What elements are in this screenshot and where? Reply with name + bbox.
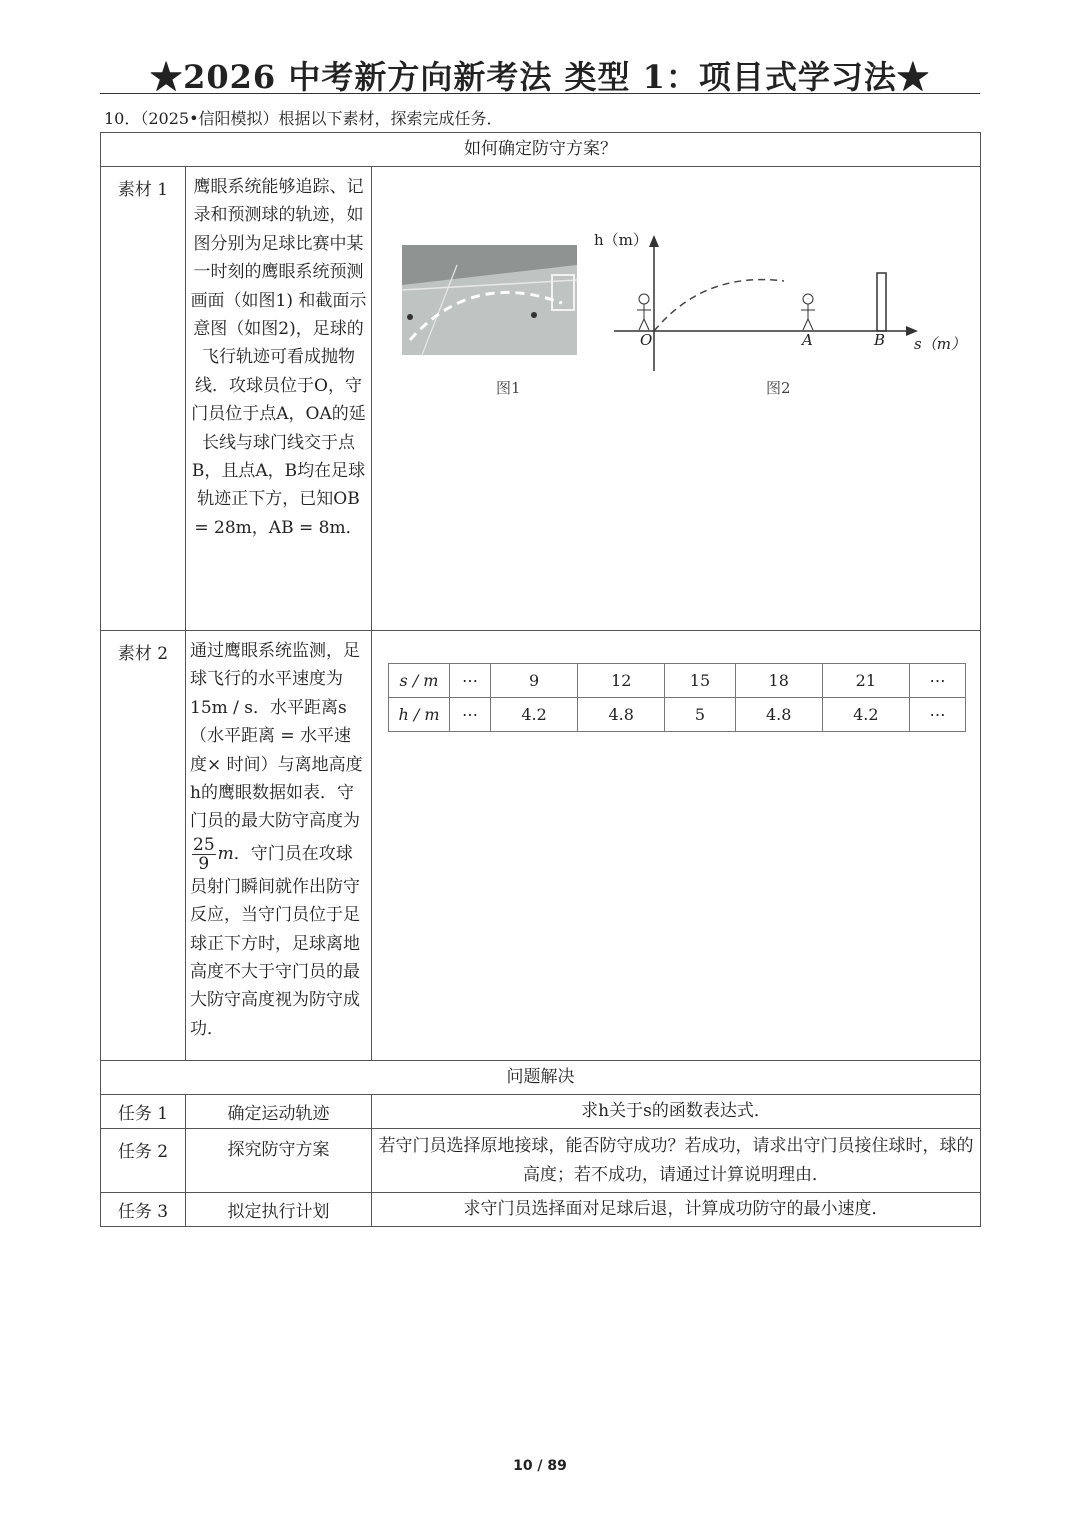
- page-number: 10 / 89: [513, 1458, 567, 1474]
- fig2-label: 图2: [766, 379, 791, 397]
- task2-name: 探究防守方案: [186, 1129, 372, 1193]
- y-axis-label: h（m）: [594, 231, 648, 249]
- title-divider: [100, 93, 980, 94]
- material1-label: 素材 1: [101, 167, 186, 631]
- task1-name: 确定运动轨迹: [186, 1095, 372, 1129]
- trajectory-diagram: [594, 231, 964, 371]
- task2-desc: 若守门员选择原地接球，能否防守成功？若成功，请求出守门员接住球时，球的高度；若不成功，请通过计算说明理由．: [372, 1129, 981, 1193]
- task2-label: 任务 2: [101, 1129, 186, 1193]
- table-caption: 如何确定防守方案？: [101, 133, 981, 167]
- task1-label: 任务 1: [101, 1095, 186, 1129]
- material2-text-before: 通过鹰眼系统监测，足球飞行的水平速度为15m / s．水平距离s（水平距离 = 水平速度× 时间）与离地高度h的鹰眼数据如表．守门员的最大防守高度为: [190, 641, 363, 832]
- material2-label: 素材 2: [101, 631, 186, 1061]
- point-b-label: B: [874, 331, 886, 349]
- max-height-fraction: $\frac{25}{9}$: [193, 834, 215, 874]
- point-o-label: O: [640, 331, 653, 349]
- problem-intro: 10．（2025•信阳模拟）根据以下素材，探索完成任务．: [104, 109, 503, 128]
- material2-text-after: ．守门员在攻球员射门瞬间就作出防守反应，当守门员位于足球正下方时，足球离地高度不大于守门员的最大防守高度视为防守成功．: [190, 843, 360, 1039]
- solve-caption: 问题解决: [101, 1061, 981, 1095]
- hawkeye-photo: [402, 245, 577, 355]
- task1-desc: 求h关于s的函数表达式．: [372, 1095, 981, 1129]
- row-label-s: s / m: [389, 664, 450, 698]
- hawkeye-data-table: [388, 663, 966, 732]
- task3-name: 拟定执行计划: [186, 1193, 372, 1227]
- point-a-label: A: [802, 331, 813, 349]
- problem-table: [100, 132, 981, 1227]
- x-axis-label: s（m）: [914, 335, 966, 353]
- page-title: ★2026 中考新方向新考法 类型 1：项目式学习法★: [150, 58, 930, 96]
- task3-desc: 求守门员选择面对足球后退，计算成功防守的最小速度．: [372, 1193, 981, 1227]
- row-label-h: h / m: [389, 698, 450, 732]
- material2-text: 通过鹰眼系统监测，足球飞行的水平速度为15m / s．水平距离s（水平距离 = 水平速度× 时间）与离地高度h的鹰眼数据如表．守门员的最大防守高度为 $\frac{25}{9}$ m．守门员在攻球员射门瞬间就作出防守反应，当守门员位于足球正下方时，足球离地高度不大于守门员的最大防守高度视为防守成功．: [190, 641, 363, 1039]
- table-row: h / m ⋯ 4.2 4.8 5 4.8 4.2 ⋯: [389, 698, 966, 732]
- material1-text: 鹰眼系统能够追踪、记录和预测球的轨迹，如图分别为足球比赛中某一时刻的鹰眼系统预测画面（如图1) 和截面示意图（如图2)，足球的飞行轨迹可看成抛物线．攻球员位于O，守门员位于点A，OA的延长线与球门线交于点B，且点A，B均在足球轨迹正下方，已知OB = 28m，AB = 8m．: [190, 177, 367, 538]
- material1-figures: [372, 167, 981, 631]
- table-row: s / m ⋯ 9 12 15 18 21 ⋯: [389, 664, 966, 698]
- fig1-label: 图1: [496, 379, 521, 397]
- material2-data: [372, 631, 981, 1061]
- task3-label: 任务 3: [101, 1193, 186, 1227]
